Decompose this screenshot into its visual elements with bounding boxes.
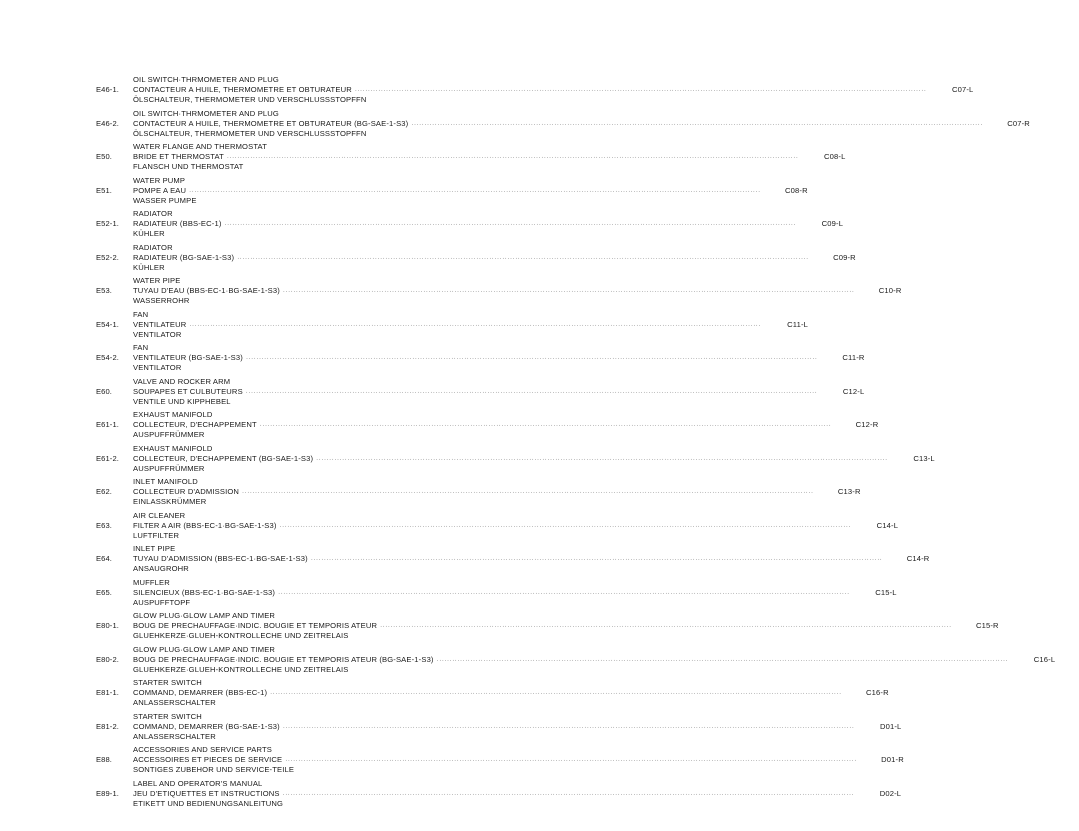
entry-title-french-row: [133, 353, 865, 363]
page-reference: D01-R: [881, 755, 904, 764]
page-reference: C14-R: [906, 554, 930, 563]
entry-title-english: OIL SWITCH·THRMOMETER AND PLUG: [133, 75, 279, 84]
entry-title-german: KÜHLER: [133, 229, 165, 238]
page-reference: C11-R: [842, 353, 865, 362]
page-reference: C10-R: [878, 286, 902, 295]
dot-leader: ····························································································································································································································: [282, 725, 855, 731]
entry-titles: [133, 678, 889, 708]
index-entry: [0, 410, 879, 440]
entry-title-german: EINLASSKRÜMMER: [133, 497, 207, 506]
entry-title-french-row: [133, 755, 904, 765]
entry-title-english: RADIATOR: [133, 209, 173, 218]
entry-code: E46-1.: [96, 85, 119, 94]
page-reference: C16-R: [866, 688, 889, 697]
entry-title-french: COLLECTEUR, D'ECHAPPEMENT (BG-SAE-1-S3): [133, 454, 314, 463]
entry-code: E81-1.: [96, 688, 119, 697]
page-reference: C14-L: [876, 521, 899, 530]
page-reference: C13-R: [837, 487, 861, 496]
entry-title-english: WATER PIPE: [133, 276, 181, 285]
page-reference: D01-L: [879, 722, 902, 731]
dot-leader: ····························································································································································································································: [436, 658, 1009, 664]
entry-title-french: COLLECTEUR, D'ECHAPPEMENT: [133, 420, 257, 429]
entry-title-french: TUYAU D'EAU (BBS-EC-1·BG-SAE-1-S3): [133, 286, 280, 295]
entry-title-french: VENTILATEUR (BG-SAE-1-S3): [133, 353, 243, 362]
entry-title-french: FILTER A AIR (BBS-EC-1·BG-SAE-1-S3): [133, 521, 277, 530]
entry-code: E89-1.: [96, 789, 119, 798]
dot-leader: ····························································································································································································································: [411, 122, 983, 128]
entry-title-english: EXHAUST MANIFOLD: [133, 444, 213, 453]
entry-title-german: SONTIGES ZUBEHOR UND SERVICE-TEILE: [133, 765, 295, 774]
entry-title-german: ANLASSERSCHALTER: [133, 698, 216, 707]
entry-title-french-row: [133, 655, 1056, 665]
index-entry: [0, 276, 902, 306]
entry-title-french: VENTILATEUR: [133, 320, 187, 329]
entry-title-english: STARTER SWITCH: [133, 712, 202, 721]
page-reference: C12-L: [842, 387, 865, 396]
entry-title-english: FAN: [133, 343, 149, 352]
entry-title-german: ANSAUGROHR: [133, 564, 189, 573]
entry-title-french-row: [133, 420, 879, 430]
index-entry: [0, 209, 844, 239]
index-entry: [0, 142, 846, 172]
index-entry: [0, 511, 899, 541]
entry-title-french-row: [133, 85, 974, 95]
entry-title-french: SOUPAPES ET CULBUTEURS: [133, 387, 243, 396]
entry-titles: [133, 477, 861, 507]
entry-code: E51.: [96, 186, 113, 195]
entry-title-german: ÖLSCHALTEUR, THERMOMETER UND VERSCHLUSSSTOPFFN: [133, 95, 367, 104]
entry-title-french-row: [133, 688, 889, 698]
entry-title-german: AUSPUFFRÜMMER: [133, 430, 205, 439]
entry-title-german: VENTILATOR: [133, 363, 182, 372]
index-entry: [0, 243, 856, 273]
dot-leader: ····························································································································································································································: [189, 189, 761, 195]
entry-titles: [133, 444, 935, 474]
index-entry: [0, 377, 865, 407]
index-entry: [0, 578, 897, 608]
index-entry: [0, 678, 889, 708]
entry-title-english: STARTER SWITCH: [133, 678, 202, 687]
entry-title-french-row: [133, 219, 844, 229]
page-reference: C16-L: [1033, 655, 1056, 664]
entry-title-french-row: [133, 588, 897, 598]
entry-title-german: LUFTFILTER: [133, 531, 180, 540]
index-entry: [0, 477, 861, 507]
entry-title-french: BRIDE ET THERMOSTAT: [133, 152, 224, 161]
dot-leader: ····························································································································································································································: [316, 457, 888, 463]
entry-title-english: RADIATOR: [133, 243, 173, 252]
page-reference: C11-L: [787, 320, 808, 329]
entry-code: E80-1.: [96, 621, 119, 630]
entry-code: E88.: [96, 755, 113, 764]
entry-title-german: AUSPUFFRÜMMER: [133, 464, 205, 473]
entry-code: E63.: [96, 521, 113, 530]
dot-leader: ····························································································································································································································: [189, 323, 761, 329]
entry-titles: [133, 276, 902, 306]
entry-titles: [133, 377, 865, 407]
entry-title-german: FLANSCH UND THERMOSTAT: [133, 162, 244, 171]
entry-title-english: AIR CLEANER: [133, 511, 186, 520]
entry-title-german: KÜHLER: [133, 263, 165, 272]
entry-code: E64.: [96, 554, 113, 563]
entry-title-german: VENTILE UND KIPPHEBEL: [133, 397, 231, 406]
entry-title-french-row: [133, 186, 808, 196]
entry-code: E50.: [96, 152, 113, 161]
entry-title-french-row: [133, 521, 899, 531]
index-entry: [0, 444, 935, 474]
entry-title-french-row: [133, 487, 861, 497]
entry-title-english: WATER PUMP: [133, 176, 186, 185]
entry-titles: [133, 578, 897, 608]
entry-title-french: COMMAND, DEMARRER (BBS-EC-1): [133, 688, 268, 697]
entry-title-german: ÖLSCHALTEUR, THERMOMETER UND VERSCHLUSSSTOPFFN: [133, 129, 367, 138]
entry-titles: [133, 343, 865, 373]
entry-code: E80-2.: [96, 655, 119, 664]
entry-title-english: FAN: [133, 310, 149, 319]
page-reference: C08-L: [824, 152, 846, 161]
dot-leader: ····························································································································································································································: [245, 390, 818, 396]
entry-title-french-row: [133, 152, 846, 162]
entry-code: E62.: [96, 487, 113, 496]
entry-title-french-row: [133, 253, 856, 263]
entry-titles: [133, 712, 902, 742]
index-entry: [0, 176, 808, 206]
dot-leader: ····························································································································································································································: [270, 691, 842, 697]
entry-title-french: COMMAND, DEMARRER (BG-SAE-1-S3): [133, 722, 280, 731]
entry-code: E61-2.: [96, 454, 119, 463]
entry-code: E65.: [96, 588, 113, 597]
entry-title-french-row: [133, 789, 902, 799]
entry-title-french-row: [133, 722, 902, 732]
page-reference: C12-R: [855, 420, 879, 429]
entry-code: E52-1.: [96, 219, 119, 228]
entry-titles: [133, 410, 879, 440]
entry-title-french-row: [133, 454, 935, 464]
entry-title-french: CONTACTEUR A HUILE, THERMOMETRE ET OBTURATEUR (BG-SAE-1-S3): [133, 119, 409, 128]
entry-title-french: CONTACTEUR A HUILE, THERMOMETRE ET OBTURATEUR: [133, 85, 352, 94]
dot-leader: ····························································································································································································································: [354, 88, 927, 94]
entry-title-german: GLUEHKERZE·GLUEH-KONTROLLECHE UND ZEITRELAIS: [133, 631, 349, 640]
entry-titles: [133, 611, 999, 641]
entry-title-english: GLOW PLUG·GLOW LAMP AND TIMER: [133, 611, 276, 620]
index-entry: [0, 343, 865, 373]
entry-titles: [133, 209, 844, 239]
entry-titles: [133, 310, 808, 340]
entry-title-german: AUSPUFFTOPF: [133, 598, 191, 607]
entry-titles: [133, 544, 930, 574]
entry-code: E81-2.: [96, 722, 119, 731]
index-entry: [0, 712, 902, 742]
entry-title-french-row: [133, 554, 930, 564]
entry-title-german: WASSER PUMPE: [133, 196, 197, 205]
entry-title-english: OIL SWITCH·THRMOMETER AND PLUG: [133, 109, 279, 118]
entry-title-french-row: [133, 621, 999, 631]
entry-title-french: RADIATEUR (BG-SAE-1-S3): [133, 253, 235, 262]
entry-code: E61-1.: [96, 420, 119, 429]
entry-title-english: WATER FLANGE AND THERMOSTAT: [133, 142, 267, 151]
entry-titles: [133, 109, 1030, 139]
entry-title-english: VALVE AND ROCKER ARM: [133, 377, 231, 386]
dot-leader: ····························································································································································································································: [224, 222, 797, 228]
entry-title-german: ANLASSERSCHALTER: [133, 732, 216, 741]
index-entry: [0, 645, 1056, 675]
page-reference: C08-R: [785, 186, 808, 195]
index-entry: [0, 544, 930, 574]
entry-title-french-row: [133, 286, 902, 296]
dot-leader: ····························································································································································································································: [285, 758, 857, 764]
entry-title-english: INLET MANIFOLD: [133, 477, 198, 486]
index-entry: [0, 611, 999, 641]
entry-titles: [133, 745, 904, 775]
dot-leader: ····························································································································································································································: [380, 624, 952, 630]
entry-code: E54-1.: [96, 320, 119, 329]
entry-title-french: COLLECTEUR D'ADMISSION: [133, 487, 240, 496]
index-entry: [0, 109, 1030, 139]
page-reference: C15-R: [975, 621, 999, 630]
entry-title-french: RADIATEUR (BBS-EC-1): [133, 219, 222, 228]
index-entry: [0, 779, 902, 809]
entry-title-french-row: [133, 119, 1030, 129]
dot-leader: ····························································································································································································································: [245, 356, 818, 362]
entry-code: E52-2.: [96, 253, 119, 262]
entry-title-german: ETIKETT UND BEDIENUNGSANLEITUNG: [133, 799, 284, 808]
entry-title-german: VENTILATOR: [133, 330, 182, 339]
entry-title-english: INLET PIPE: [133, 544, 176, 553]
entry-titles: [133, 645, 1056, 675]
index-entry: [0, 745, 904, 775]
page-reference: C13-L: [913, 454, 935, 463]
entry-code: E54-2.: [96, 353, 119, 362]
page-reference: C07-R: [1007, 119, 1030, 128]
page-reference: C09-R: [833, 253, 856, 262]
entry-code: E60.: [96, 387, 113, 396]
entry-titles: [133, 176, 808, 206]
entry-title-english: GLOW PLUG·GLOW LAMP AND TIMER: [133, 645, 276, 654]
dot-leader: ····························································································································································································································: [278, 591, 850, 597]
dot-leader: ····························································································································································································································: [282, 289, 855, 295]
entry-code: E46-2.: [96, 119, 119, 128]
entry-titles: [133, 75, 974, 105]
entry-title-french: BOUG DE PRECHAUFFAGE·INDIC. BOUGIE ET TEMPORIS ATEUR: [133, 621, 378, 630]
entry-title-french: TUYAU D'ADMISSION (BBS-EC-1·BG-SAE-1-S3): [133, 554, 308, 563]
entry-title-french: POMPE A EAU: [133, 186, 187, 195]
entry-title-french: ACCESSOIRES ET PIECES DE SERVICE: [133, 755, 283, 764]
entry-title-french-row: [133, 387, 865, 397]
dot-leader: ····························································································································································································································: [310, 557, 883, 563]
entry-titles: [133, 511, 899, 541]
entry-titles: [133, 142, 846, 172]
dot-leader: ····························································································································································································································: [226, 155, 799, 161]
entry-title-german: WASSERROHR: [133, 296, 190, 305]
page-reference: D02-L: [879, 789, 902, 798]
entry-titles: [133, 243, 856, 273]
entry-code: E53.: [96, 286, 113, 295]
entry-title-english: LABEL AND OPERATOR'S MANUAL: [133, 779, 263, 788]
page-reference: C09-L: [821, 219, 844, 228]
dot-leader: ····························································································································································································································: [259, 423, 832, 429]
page-reference: C15-L: [875, 588, 897, 597]
dot-leader: ····························································································································································································································: [279, 524, 852, 530]
dot-leader: ····························································································································································································································: [242, 490, 814, 496]
entry-title-french: JEU D'ETIQUETTES ET INSTRUCTIONS: [133, 789, 280, 798]
entry-title-french: SILENCIEUX (BBS-EC-1·BG-SAE-1-S3): [133, 588, 276, 597]
entry-title-english: EXHAUST MANIFOLD: [133, 410, 213, 419]
entry-title-english: ACCESSORIES AND SERVICE PARTS: [133, 745, 272, 754]
entry-title-german: GLUEHKERZE·GLUEH-KONTROLLECHE UND ZEITRELAIS: [133, 665, 349, 674]
entry-title-french: BOUG DE PRECHAUFFAGE·INDIC. BOUGIE ET TEMPORIS ATEUR (BG-SAE-1-S3): [133, 655, 434, 664]
dot-leader: ····························································································································································································································: [237, 256, 809, 262]
entry-title-french-row: [133, 320, 808, 330]
page-reference: C07-L: [951, 85, 974, 94]
dot-leader: ····························································································································································································································: [282, 792, 855, 798]
entry-titles: [133, 779, 902, 809]
entry-title-english: MUFFLER: [133, 578, 170, 587]
index-entry: [0, 75, 974, 105]
index-entry: [0, 310, 808, 340]
